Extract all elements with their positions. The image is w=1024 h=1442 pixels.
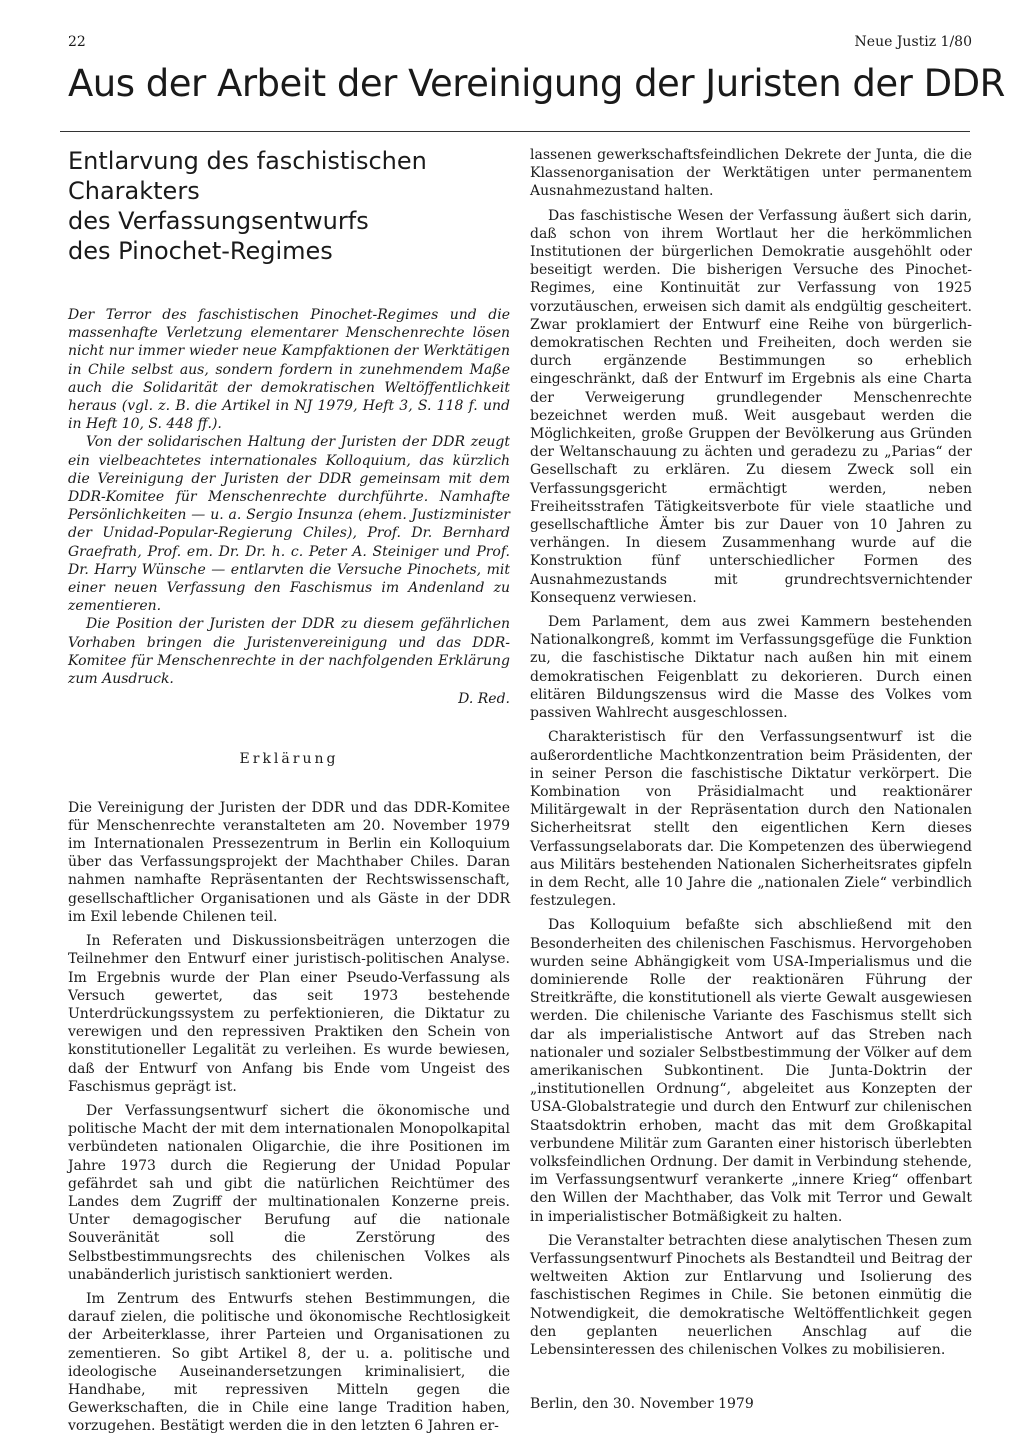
statement-heading: Erklärung (239, 751, 339, 768)
body-paragraph: Die Veranstalter betrachten diese analytischen Thesen zum Verfassungsentwurf Pinochets als Bestandteil und Beitrag der weltweiten Aktion zur Entlarvung und Isolierung des faschistischen Regimes in Chile. Sie betonen einmütig die Notwendigkeit, die demokratische Weltöffentlichkeit gegen den geplanten neuerlichen Anschlag auf die Lebensinteressen des chilenischen Volkes zu mobilisieren. (530, 1232, 972, 1358)
left-column (68, 146, 510, 1442)
section-title: Aus der Arbeit der Vereinigung der Juristen der DDR (68, 62, 1005, 105)
lead-paragraph: Von der solidarischen Haltung der Juristen der DDR zeugt ein vielbeachtetes internationales Kolloquium, das kürzlich die Vereinigung der Juristen der DDR gemeinsam mit dem DDR-Komitee für Menschenrechte durchführte. Namhafte Persönlichkeiten — u. a. Sergio Insunza (ehem. Justizminister der Unidad-Popular-Regierung Chiles), Prof. Dr. Bernhard Graefrath, Prof. em. Dr. Dr. h. c. Peter A. Steiniger und Prof. Dr. Harry Wünsche — entlarvten die Versuche Pinochets, mit einer neuen Verfassung den Faschismus im Andenland zu zementieren. (68, 434, 510, 615)
dateline: Berlin, den 30. November 1979 (530, 1396, 754, 1413)
editorial-signature: D. Red. (458, 691, 510, 708)
journal-issue: Neue Justiz 1/80 (854, 34, 972, 50)
body-paragraph: Dem Parlament, dem aus zwei Kammern bestehenden Nationalkongreß, kommt im Verfassungsgefüge die Funktion zu, die faschistische Diktatur nach außen hin mit einem demokratischen Feigenblatt zu dekorieren. Durch einen elitären Bildungszensus wird die Masse des Volkes vom passiven Wahlrecht ausgeschlossen. (530, 614, 972, 722)
body-paragraph: Im Zentrum des Entwurfs stehen Bestimmungen, die darauf zielen, die politische und ökonomische Rechtlosigkeit der Arbeiterklasse, ihrer Parteien und Organisationen zu zementieren. So gibt Artikel 8, der u. a. politische und ideologische Auseinandersetzungen kriminalisiert, die Handhabe, mit repressiven Mitteln gegen die Gewerkschaften, die in Chile eine lange Tradition haben, vorzugehen. Bestätigt werden die in den letzten 6 Jahren er- (68, 1290, 510, 1435)
right-column (530, 146, 972, 1419)
section-divider (60, 131, 970, 132)
body-paragraph: lassenen gewerkschaftsfeindlichen Dekrete der Junta, die die Klassenorganisation der Werktätigen unter permanentem Ausnahmezustand halten. (530, 147, 972, 200)
article-title-line: des Verfassungsentwurfs (68, 207, 369, 235)
lead-paragraph: Die Position der Juristen der DDR zu diesem gefährlichen Vorhaben bringen die Juristenvereinigung und das DDR-Komitee für Menschenrechte in der nachfolgenden Erklärung zum Ausdruck. (68, 616, 510, 688)
article-title (68, 146, 510, 266)
body-paragraph: In Referaten und Diskussionsbeiträgen unterzogen die Teilnehmer den Entwurf einer juristisch-politischen Analyse. Im Ergebnis wurde der Plan einer Pseudo-Verfassung als Versuch gewertet, das seit 1973 bestehende Unterdrückungssystem zu perfektionieren, die Diktatur zu verewigen und den repressiven Praktiken den Schein von konstitutioneller Legalität zu verleihen. Es wurde bewiesen, daß der Entwurf von Anfang bis Ende vom Ungeist des Faschismus geprägt ist. (68, 933, 510, 1095)
editorial-lead (68, 306, 510, 688)
body-paragraph: Der Verfassungsentwurf sichert die ökonomische und politische Macht der mit dem internationalen Monopolkapital verbündeten nationalen Oligarchie, die ihre Positionen im Jahre 1973 durch die Regierung der Unidad Popular gefährdet sah und gibt die natürlichen Reichtümer des Landes dem Zugriff der multinationalen Konzerne preis. Unter demagogischer Berufung auf die nationale Souveränität soll die Zerstörung des Selbstbestimmungsrechts des chilenischen Volkes als unabänderlich juristisch sanktioniert werden. (68, 1102, 510, 1283)
body-paragraph: Das Kolloquium befaßte sich abschließend mit den Besonderheiten des chilenischen Faschismus. Hervorgehoben wurden seine Abhängigkeit vom USA-Imperialismus und die dominierende Rolle der reaktionären Führung der Streitkräfte, die konstitutionell als vierte Gewalt ausgewiesen werden. Die chilenische Variante des Faschismus stellt sich dar als imperialistische Antwort auf das Streben nach nationaler und sozialer Selbstbestimmung der Völker auf dem amerikanischen Subkontinent. Die Junta-Doktrin der „institutionellen Ordnung“, abgeleitet aus Konzepten der USA-Globalstrategie und durch den Entwurf zur chilenischen Staatsdoktrin erhoben, macht das mit dem Großkapital verbundene Militär zum Garanten einer historisch überlebten volksfeindlichen Ordnung. Der damit in Verbindung stehende, im Verfassungsentwurf verankerte „innere Krieg“ offenbart den Willen der Machthaber, das Volk mit Terror und Gewalt in imperialistischer Botmäßigkeit zu halten. (530, 917, 972, 1225)
article-title-line: des Pinochet-Regimes (68, 237, 333, 265)
body-paragraph: Die Vereinigung der Juristen der DDR und das DDR-Komitee für Menschenrechte veranstalteten am 20. November 1979 im Internationalen Pressezentrum in Berlin ein Kolloquium über das Verfassungsprojekt der Machthaber Chiles. Daran nahmen namhafte Repräsentanten der Rechtswissenschaft, gesellschaftlicher Organisationen und als Gäste in der DDR im Exil lebende Chilenen teil. (68, 799, 510, 925)
page-number: 22 (68, 34, 86, 50)
article-title-line: Entlarvung des faschistischen Charakters (68, 147, 427, 205)
lead-paragraph: Der Terror des faschistischen Pinochet-Regimes und die massenhafte Verletzung elementarer Menschenrechte lösen nicht nur immer wieder neue Kampfaktionen der Werktätigen in Chile selbst aus, sondern fordern in zunehmendem Maße auch die Solidarität der demokratischen Weltöffentlichkeit heraus (vgl. z. B. die Artikel in NJ 1979, Heft 3, S. 118 f. und in Heft 10, S. 448 ff.). (68, 307, 510, 433)
body-paragraph: Das faschistische Wesen der Verfassung äußert sich darin, daß schon von ihrem Wortlaut her die herkömmlichen Institutionen der bürgerlichen Demokratie ausgehöhlt oder beseitigt werden. Die bisherigen Versuche des Pinochet-Regimes, eine Kontinuität zur Verfassung von 1925 vorzutäuschen, erweisen sich damit als endgültig gescheitert. Zwar proklamiert der Entwurf eine Reihe von bürgerlich-demokratischen Rechten und Freiheiten, doch werden sie durch ergänzende Bestimmungen so erheblich eingeschränkt, daß der Entwurf im Ergebnis als eine Charta der Verweigerung grundlegender Menschenrechte bezeichnet werden muß. Weit ausgebaut werden die Möglichkeiten, große Gruppen der Bevölkerung aus Gründen der Weltanschauung zu ächten und geradezu zu „Parias“ der Gesellschaft zu erklären. Zu diesem Zweck soll ein Verfassungsgericht ermächtigt werden, neben Freiheitsstrafen Tätigkeitsverbote für viele staatliche und gesellschaftliche Ämter bis zur Dauer von 10 Jahren zu verhängen. In diesem Zusammenhang wurde auf die Konstruktion fünf unterschiedlicher Formen des Ausnahmezustands mit grundrechtsvernichtender Konsequenz verwiesen. (530, 207, 972, 606)
running-header (68, 34, 972, 54)
statement-body-left (68, 799, 510, 1436)
body-paragraph: Charakteristisch für den Verfassungsentwurf ist die außerordentliche Machtkonzentration beim Präsidenten, der in seiner Person die faschistische Diktatur verkörpert. Die Kombination von Präsidialmacht und reaktionärer Militärgewalt in der Repräsentation durch den Nationalen Sicherheitsrat stellt den eigentlichen Kern dieses Verfassungselaborats dar. Die Kompetenzen des überwiegend aus Militärs bestehenden Nationalen Sicherheitsrates gipfeln in dem Recht, alle 10 Jahre die „nationalen Ziele“ verbindlich festzulegen. (530, 729, 972, 910)
